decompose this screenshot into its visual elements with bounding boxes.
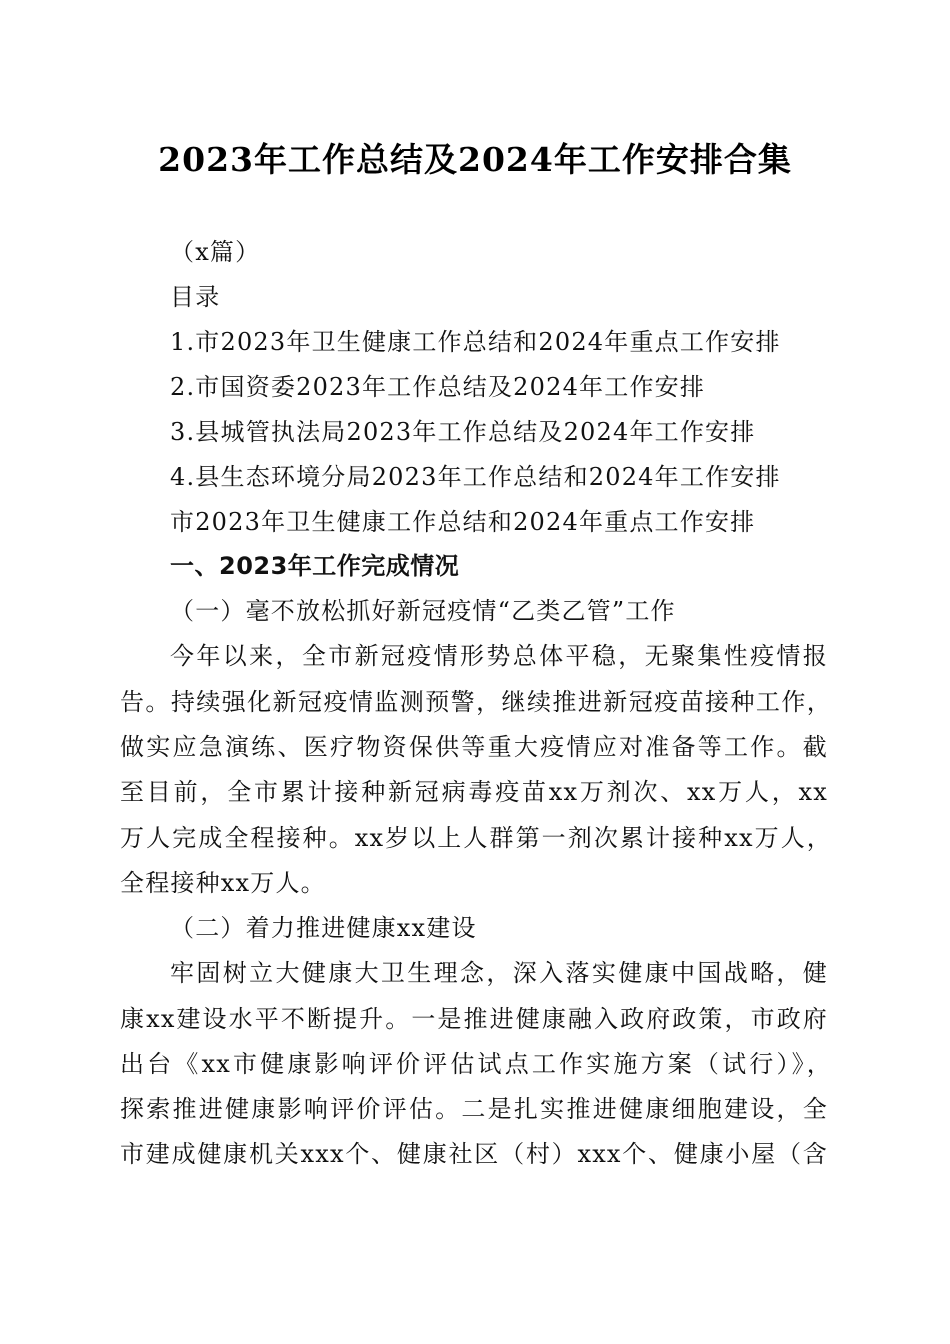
paragraph-line: 探索推进健康影响评价评估。二是扎实推进健康细胞建设，全 — [120, 1095, 828, 1123]
count-note: （x篇） — [170, 238, 261, 266]
paragraph-line: 告。持续强化新冠疫情监测预警，继续推进新冠疫苗接种工作， — [120, 688, 832, 716]
toc-item-3[interactable]: 3.县城管执法局2023年工作总结及2024年工作安排 — [170, 418, 756, 446]
article-title: 市2023年卫生健康工作总结和2024年重点工作安排 — [170, 508, 756, 536]
subsection-heading-2: （二）着力推进健康xx建设 — [170, 914, 477, 942]
paragraph-line: 牢固树立大健康大卫生理念，深入落实健康中国战略，健 — [170, 959, 828, 987]
paragraph-line: 市建成健康机关xxx个、健康社区（村）xxx个、健康小屋（含 — [120, 1140, 828, 1168]
paragraph-line: 全程接种xx万人。 — [120, 869, 326, 897]
toc-item-1[interactable]: 1.市2023年卫生健康工作总结和2024年重点工作安排 — [170, 328, 781, 356]
paragraph-line: 做实应急演练、医疗物资保供等重大疫情应对准备等工作。截 — [120, 733, 828, 761]
paragraph-line: 至目前，全市累计接种新冠病毒疫苗xx万剂次、xx万人，xx — [120, 778, 828, 806]
toc-item-4[interactable]: 4.县生态环境分局2023年工作总结和2024年工作安排 — [170, 463, 781, 491]
paragraph-line: 出台《xx市健康影响评价评估试点工作实施方案（试行）》， — [120, 1050, 832, 1078]
toc-heading: 目录 — [170, 283, 221, 311]
document-title: 2023年工作总结及2024年工作安排合集 — [158, 140, 792, 179]
toc-item-2[interactable]: 2.市国资委2023年工作总结及2024年工作安排 — [170, 373, 706, 401]
paragraph-line: 万人完成全程接种。xx岁以上人群第一剂次累计接种xx万人， — [120, 824, 832, 852]
subsection-heading-1: （一）毫不放松抓好新冠疫情“乙类乙管”工作 — [170, 597, 676, 625]
paragraph-line: 今年以来，全市新冠疫情形势总体平稳，无聚集性疫情报 — [170, 642, 828, 670]
section-heading-1: 一、2023年工作完成情况 — [170, 552, 460, 580]
paragraph-line: 康xx建设水平不断提升。一是推进健康融入政府政策，市政府 — [120, 1005, 828, 1033]
